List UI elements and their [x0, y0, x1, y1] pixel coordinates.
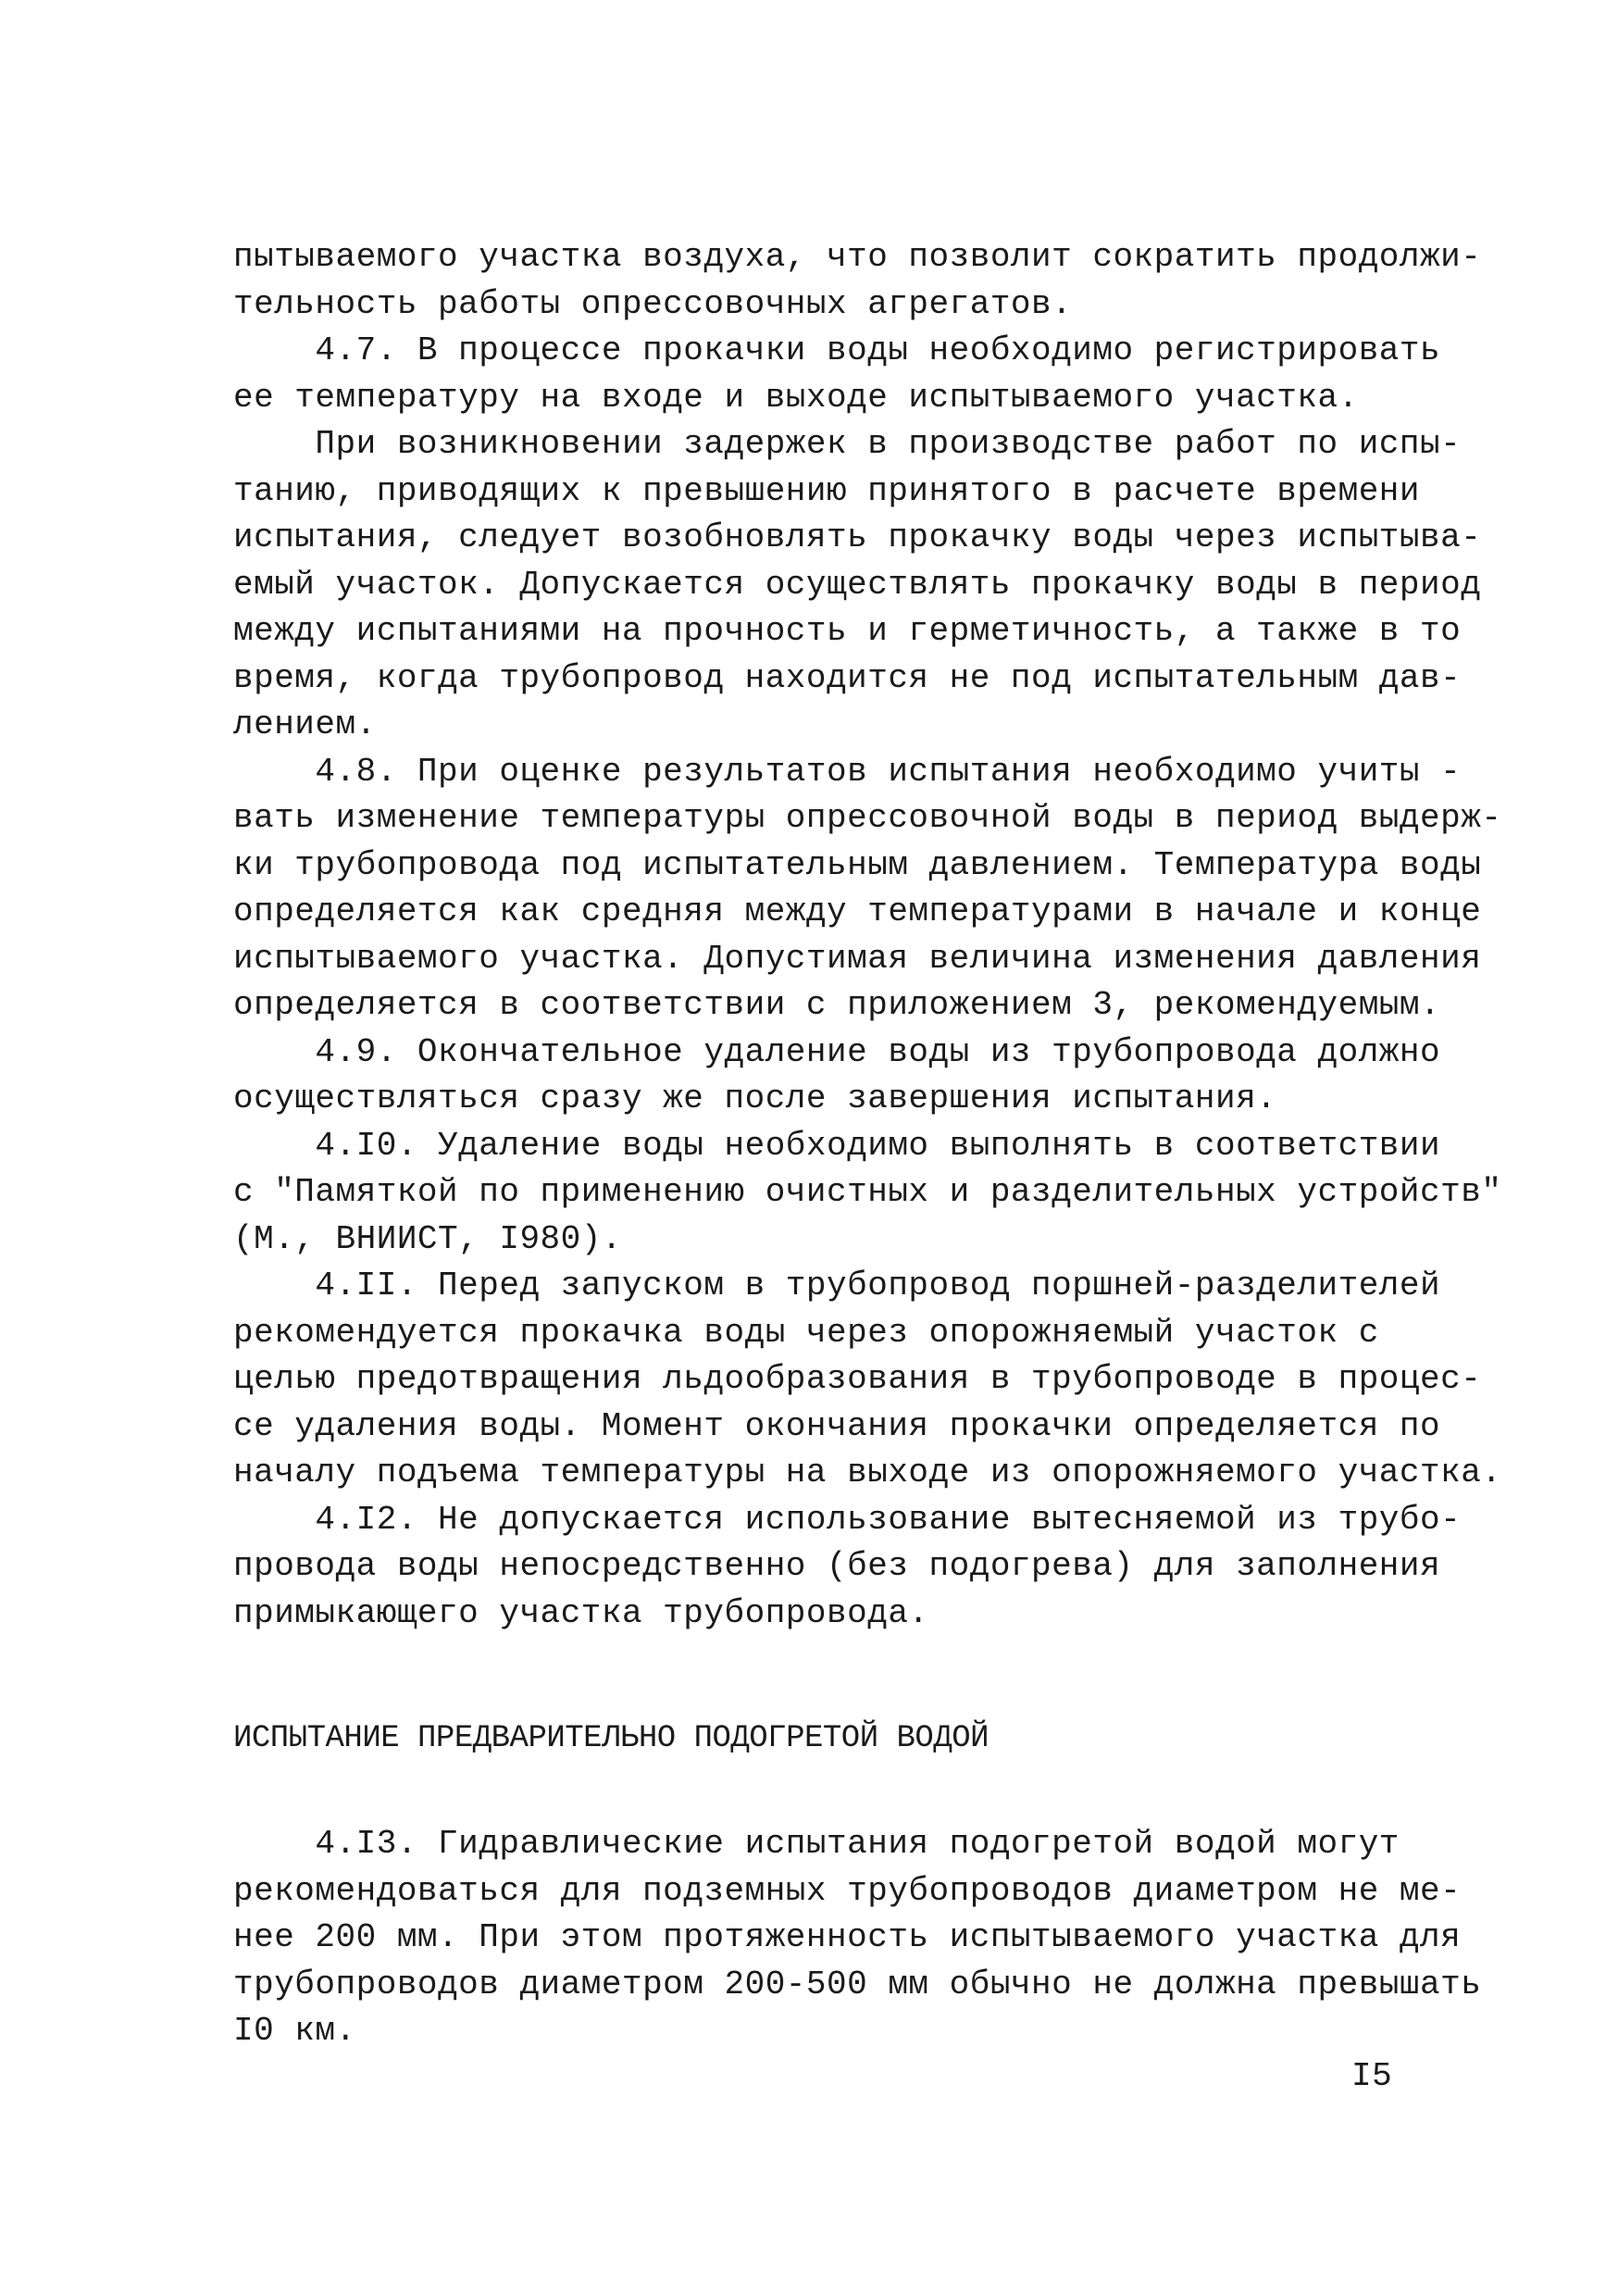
text-line: рекомендоваться для подземных трубопроводов диаметром не ме- — [233, 1871, 1462, 1910]
text-line: (М., ВНИИСТ, I980). — [233, 1219, 622, 1258]
text-line: тельность работы опрессовочных агрегатов. — [233, 284, 1073, 323]
text-line: 4.I3. Гидравлические испытания подогретой водой могут — [233, 1825, 1400, 1863]
text-line: 4.7. В процессе прокачки воды необходимо регистрировать — [233, 331, 1441, 369]
text-line: I0 км. — [233, 2012, 356, 2050]
page-number: I5 — [1351, 2057, 1393, 2095]
text-line: ее температуру на входе и выходе испытываемого участка. — [233, 378, 1359, 417]
text-line: емый участок. Допускается осуществлять прокачку воды в период — [233, 565, 1482, 604]
text-line: началу подъема температуры на выходе из опорожняемого участка. — [233, 1454, 1502, 1491]
text-line: рекомендуется прокачка воды через опорожняемый участок с — [233, 1313, 1379, 1352]
text-line: се удаления воды. Момент окончания прокачки определяется по — [233, 1406, 1441, 1445]
text-line: осуществляться сразу же после завершения испытания. — [233, 1079, 1277, 1117]
text-line: 4.I0. Удаление воды необходимо выполнять в соответствии — [233, 1126, 1441, 1165]
text-line: При возникновении задержек в производстве работ по испы- — [233, 425, 1462, 463]
text-line: лением. — [233, 705, 377, 743]
text-line: 4.8. При оценке результатов испытания необходимо учиты - — [233, 752, 1462, 791]
section-heading-text: ИСПЫТАНИЕ ПРЕДВАРИТЕЛЬНО ПОДОГРЕТОЙ ВОДОЙ — [233, 1721, 989, 1756]
text-line: между испытаниями на прочность и герметичность, а также в то — [233, 612, 1462, 650]
text-line: с "Памяткой по применению очистных и разделительных устройств" — [233, 1173, 1502, 1211]
text-line: ки трубопровода под испытательным давлением. Температура воды — [233, 845, 1482, 884]
text-line: провода воды непосредственно (без подогрева) для заполнения — [233, 1547, 1441, 1585]
text-line: трубопроводов диаметром 200-500 мм обычно не должна превышать — [233, 1965, 1482, 2003]
text-line: 4.9. Окончательное удаление воды из трубопровода должно — [233, 1032, 1441, 1071]
text-line: 4.I2. Не допускается использование вытесняемой из трубо- — [233, 1500, 1462, 1539]
text-line: 4.II. Перед запуском в трубопровод поршней-разделителей — [233, 1267, 1441, 1304]
text-line: целью предотвращения льдообразования в трубопроводе в процес- — [233, 1360, 1482, 1398]
text-line: нее 200 мм. При этом протяженность испытываемого участка для — [233, 1918, 1462, 1956]
text-line: пытываемого участка воздуха, что позволит сократить продолжи- — [233, 238, 1482, 276]
text-line: определяется как средняя между температурами в начале и конце — [233, 892, 1482, 930]
text-line: определяется в соответствии с приложением 3, рекомендуемым. — [233, 986, 1441, 1024]
text-line: время, когда трубопровод находится не под испытательным дав- — [233, 658, 1462, 697]
text-line: танию, приводящих к превышению принятого в расчете времени — [233, 471, 1421, 510]
main-text-block — [233, 234, 1502, 1637]
section-text-block — [233, 1821, 1482, 2055]
section-heading — [233, 1716, 1400, 1763]
text-line: испытания, следует возобновлять прокачку воды через испытыва- — [233, 518, 1482, 556]
text-line: примыкающего участка трубопровода. — [233, 1593, 929, 1632]
text-line: испытываемого участка. Допустимая величина изменения давления — [233, 939, 1482, 978]
text-line: вать изменение температуры опрессовочной воды в период выдерж- — [233, 799, 1502, 837]
